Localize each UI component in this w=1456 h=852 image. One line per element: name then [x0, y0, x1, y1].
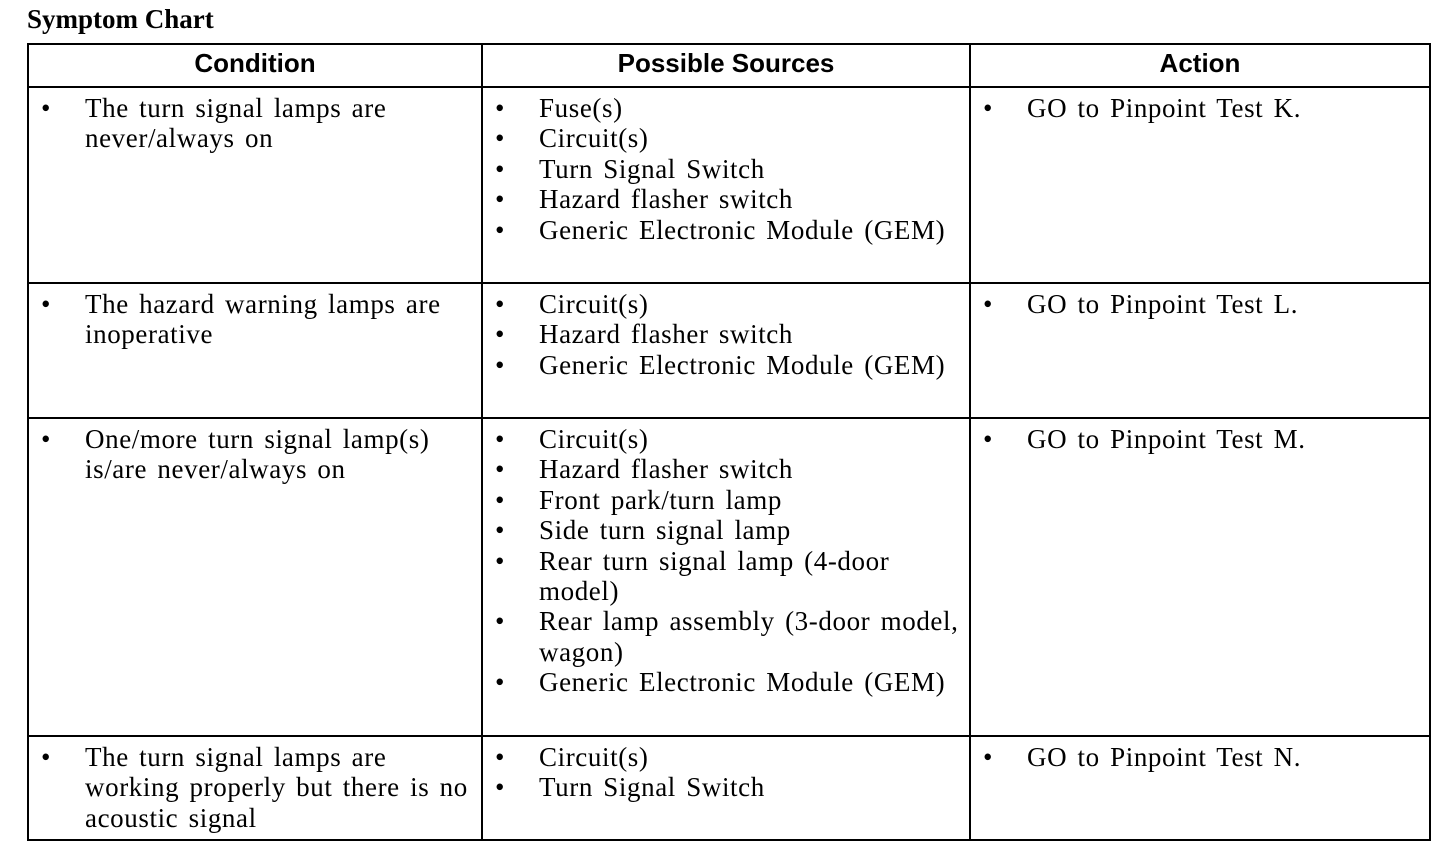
action-item — [983, 289, 1421, 319]
bullet-icon: • — [495, 214, 506, 245]
source-item — [495, 319, 961, 349]
source-item — [495, 485, 961, 515]
source-item — [495, 289, 961, 319]
source-text: Generic Electronic Module (GEM) — [539, 349, 946, 380]
action-item — [983, 742, 1421, 772]
bullet-icon: • — [41, 289, 52, 319]
table-row — [28, 87, 1430, 283]
source-item — [495, 742, 961, 772]
source-item — [495, 454, 961, 484]
bullet-icon: • — [495, 772, 506, 803]
condition-cell — [28, 87, 482, 283]
source-text: Generic Electronic Module (GEM) — [539, 214, 946, 245]
bullet-icon: • — [495, 153, 506, 184]
action-cell — [970, 87, 1430, 283]
source-text: Generic Electronic Module (GEM) — [539, 667, 946, 698]
bullet-icon: • — [983, 93, 994, 123]
condition-item — [41, 93, 473, 154]
header-condition: Condition — [28, 44, 482, 87]
source-item — [495, 184, 961, 214]
bullet-icon: • — [495, 667, 506, 698]
action-text: GO to Pinpoint Test L. — [1027, 289, 1299, 319]
sources-cell — [482, 87, 970, 283]
action-text: GO to Pinpoint Test N. — [1027, 742, 1302, 772]
source-item — [495, 154, 961, 184]
condition-text: One/more turn signal lamp(s) is/are never/always on — [85, 424, 430, 485]
source-item — [495, 606, 961, 667]
source-text: Rear turn signal lamp (4-door model) — [539, 545, 890, 607]
bullet-icon: • — [495, 484, 506, 515]
bullet-icon: • — [495, 742, 506, 772]
action-text: GO to Pinpoint Test M. — [1027, 424, 1306, 454]
source-text: Hazard flasher switch — [539, 319, 793, 350]
source-text: Circuit(s) — [539, 424, 649, 454]
source-text: Fuse(s) — [539, 93, 623, 123]
bullet-icon: • — [495, 349, 506, 380]
header-possible-sources: Possible Sources — [482, 44, 970, 87]
action-item — [983, 93, 1421, 123]
sources-cell — [482, 736, 970, 840]
bullet-icon: • — [41, 742, 52, 772]
bullet-icon: • — [495, 319, 506, 350]
symptom-table — [27, 43, 1431, 841]
action-cell — [970, 418, 1430, 736]
condition-item — [41, 289, 473, 350]
condition-text: The turn signal lamps are working properly but there is no acoustic signal — [85, 742, 468, 833]
bullet-icon: • — [495, 454, 506, 485]
action-text: GO to Pinpoint Test K. — [1027, 93, 1302, 123]
bullet-icon: • — [495, 424, 506, 454]
action-cell — [970, 736, 1430, 840]
page-title: Symptom Chart — [27, 4, 214, 34]
bullet-icon: • — [983, 424, 994, 454]
condition-item — [41, 424, 473, 485]
bullet-icon: • — [495, 515, 506, 546]
table-header-row — [28, 44, 1430, 87]
action-cell — [970, 283, 1430, 418]
bullet-icon: • — [495, 184, 506, 215]
table-row — [28, 283, 1430, 418]
source-item — [495, 546, 961, 607]
source-item — [495, 350, 961, 380]
bullet-icon: • — [41, 93, 52, 123]
source-text: Circuit(s) — [539, 289, 649, 319]
sources-cell — [482, 283, 970, 418]
bullet-icon: • — [495, 606, 506, 637]
bullet-icon: • — [495, 545, 506, 576]
source-text: Circuit(s) — [539, 742, 649, 772]
source-text: Side turn signal lamp — [539, 515, 791, 546]
source-item — [495, 123, 961, 153]
condition-cell — [28, 283, 482, 418]
bullet-icon: • — [495, 93, 506, 123]
condition-cell — [28, 736, 482, 840]
sources-cell — [482, 418, 970, 736]
bullet-icon: • — [495, 289, 506, 319]
source-text: Hazard flasher switch — [539, 454, 793, 485]
table-row — [28, 418, 1430, 736]
condition-text: The turn signal lamps are never/always on — [85, 93, 387, 154]
bullet-icon: • — [495, 123, 506, 154]
table-row — [28, 736, 1430, 840]
source-text: Hazard flasher switch — [539, 184, 793, 215]
source-text: Circuit(s) — [539, 123, 649, 154]
source-text: Turn Signal Switch — [539, 772, 765, 803]
source-text: Rear lamp assembly (3-door model, wagon) — [539, 606, 959, 667]
bullet-icon: • — [983, 742, 994, 772]
source-item — [495, 424, 961, 454]
bullet-icon: • — [41, 424, 52, 454]
source-item — [495, 93, 961, 123]
source-text: Turn Signal Switch — [539, 153, 765, 184]
action-item — [983, 424, 1421, 454]
condition-cell — [28, 418, 482, 736]
source-item — [495, 772, 961, 802]
source-item — [495, 515, 961, 545]
source-item — [495, 215, 961, 245]
header-action: Action — [970, 44, 1430, 87]
condition-text: The hazard warning lamps are inoperative — [85, 289, 441, 350]
bullet-icon: • — [983, 289, 994, 319]
source-text: Front park/turn lamp — [539, 484, 782, 515]
condition-item — [41, 742, 473, 833]
source-item — [495, 667, 961, 697]
